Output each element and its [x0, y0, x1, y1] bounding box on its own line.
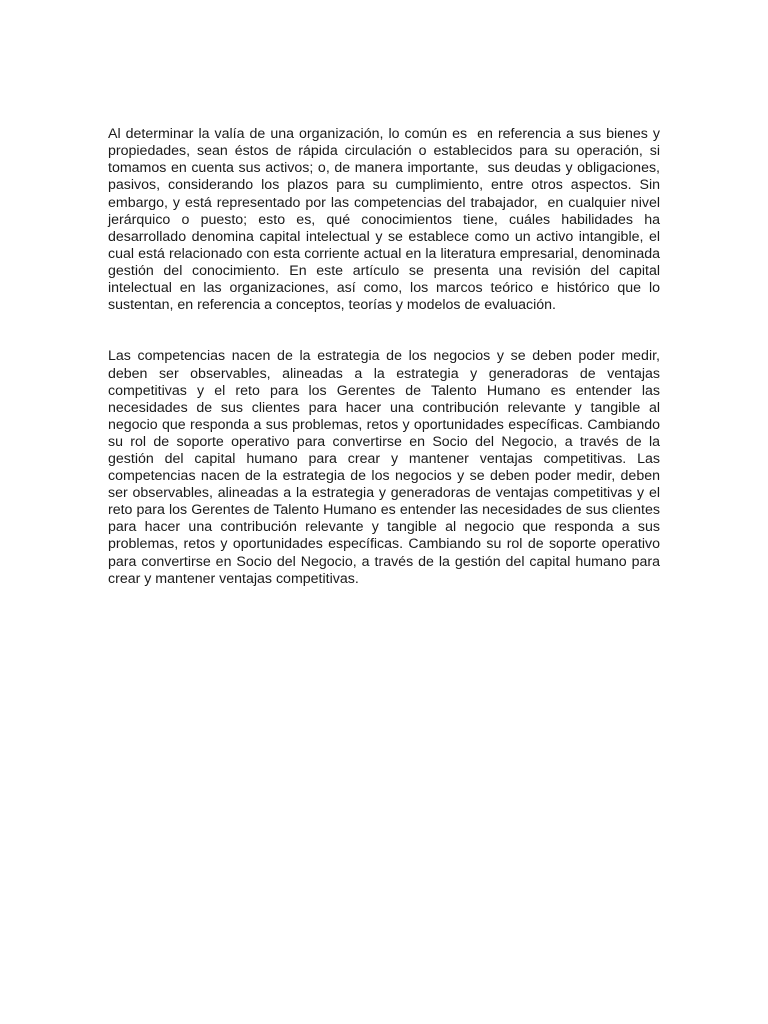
paragraph-competencias: Las competencias nacen de la estrategia de los negocios y se deben poder medir, deben ser observables, alineadas a la estrategia y generadoras de ventajas competitivas y el reto para los Gerentes de Talento Humano es entender las necesidades de sus clientes para hacer una contribución relevante y tangible al negocio que responda a sus problemas, retos y oportunidades específicas. Cambiando su rol de soporte operativo para convertirse en Socio del Negocio, a través de la gestión del capital humano para crear y mantener ventajas competitivas. Las competencias nacen de la estrategia de los negocios y se deben poder medir, deben ser observables, alineadas a la estrategia y generadoras de ventajas competitivas y el reto para los Gerentes de Talento Humano es entender las necesidades de sus clientes para hacer una contribución relevante y tangible al negocio que responda a sus problemas, retos y oportunidades específicas. Cambiando su rol de soporte operativo para convertirse en Socio del Negocio, a través de la gestión del capital humano para crear y mantener ventajas competitivas. [108, 348, 664, 587]
document-body [108, 92, 668, 622]
paragraph-capital-intelectual: Al determinar la valía de una organización, lo común es en referencia a sus bienes y propiedades, sean éstos de rápida circulación o establecidos para su operación, si tomamos en cuenta sus activos; o, de manera importante, sus deudas y obligaciones, pasivos, considerando los plazos para su cumplimiento, entre otros aspectos. Sin embargo, y está representado por las competencias del trabajador, en cualquier nivel jerárquico o puesto; esto es, qué conocimientos tiene, cuáles habilidades ha desarrollado denomina capital intelectual y se establece como un activo intangible, el cual está relacionado con esta corriente actual en la literatura empresarial, denominada gestión del conocimiento. En este artículo se presenta una revisión del capital intelectual en las organizaciones, así como, los marcos teórico e histórico que lo sustentan, en referencia a conceptos, teorías y modelos de evaluación. [108, 126, 668, 314]
